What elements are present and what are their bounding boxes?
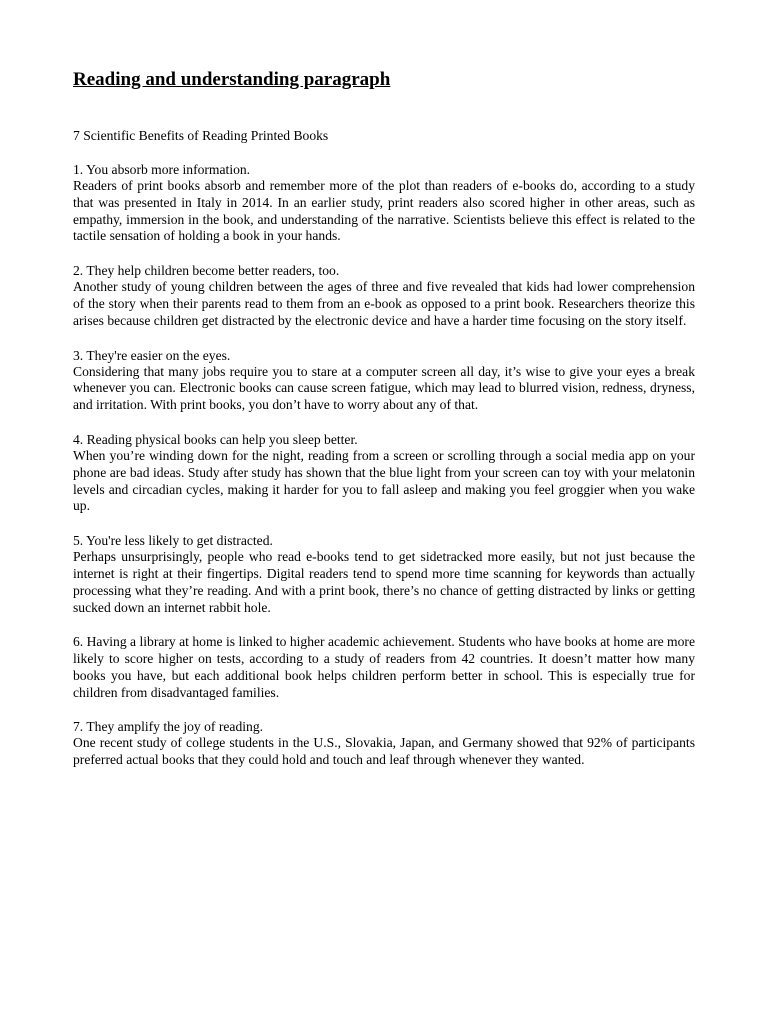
section-body: Considering that many jobs require you to stare at a computer screen all day, it’s wise to give your eyes a break whenever you can. Electronic books can cause screen fatigue, which may lead to blurred vision, redness, dryness, and irritation. With print books, you don’t have to worry about any of that.	[73, 363, 695, 413]
section-body: Readers of print books absorb and remember more of the plot than readers of e-books do, according to a study that was presented in Italy in 2014. In an earlier study, print readers also scored higher in other areas, such as empathy, immersion in the book, and understanding of the narrative. Scientists believe this effect is related to the tactile sensation of holding a book in your hands.	[73, 178, 695, 244]
section-5	[73, 532, 695, 616]
section-heading: 7. They amplify the joy of reading.	[73, 719, 264, 735]
section-heading: 4. Reading physical books can help you sleep better.	[73, 431, 358, 447]
section-3	[73, 347, 695, 414]
document-title: Reading and understanding paragraph	[73, 69, 391, 90]
document-subtitle: 7 Scientific Benefits of Reading Printed Books	[73, 128, 329, 143]
section-body: One recent study of college students in the U.S., Slovakia, Japan, and Germany showed that 92% of participants preferred actual books that they could hold and touch and leaf through whenever they wanted.	[73, 735, 695, 768]
section-6	[73, 633, 695, 701]
section-heading: 2. They help children become better readers, too.	[73, 263, 340, 279]
section-body: Perhaps unsurprisingly, people who read e-books tend to get sidetracked more easily, but not just because the internet is right at their fingertips. Digital readers tend to spend more time scanning for keywords than actually processing what they’re reading. And with a print book, there’s no chance of getting distracted by links or getting sucked down an internet rabbit hole.	[73, 549, 695, 615]
section-paragraph: 6. Having a library at home is linked to higher academic achievement. Students who have books at home are more likely to score higher on tests, according to a study of readers from 42 countries. It doesn’t matter how many books you have, but each additional book helps children perform better in school. This is especially true for children from disadvantaged families.	[73, 634, 695, 701]
section-heading: 3. They're easier on the eyes.	[73, 347, 231, 363]
section-4	[73, 431, 695, 515]
section-body: When you’re winding down for the night, reading from a screen or scrolling through a social media app on your phone are bad ideas. Study after study has shown that the blue light from your screen can toy with your melatonin levels and circadian cycles, making it harder for you to fall asleep and making you feel groggier when you wake up.	[73, 447, 695, 514]
section-heading: 1. You absorb more information.	[73, 162, 251, 177]
section-7	[73, 718, 695, 769]
section-2	[73, 262, 695, 329]
section-1	[73, 161, 695, 245]
document-page	[73, 68, 695, 769]
section-heading: 5. You're less likely to get distracted.	[73, 533, 273, 549]
section-body: Another study of young children between the ages of three and five revealed that kids had lower comprehension of the story when their parents read to them from an e-book as opposed to a print book. Researchers theorize this arises because children get distracted by the electronic device and have a harder time focusing on the story itself.	[73, 279, 695, 328]
